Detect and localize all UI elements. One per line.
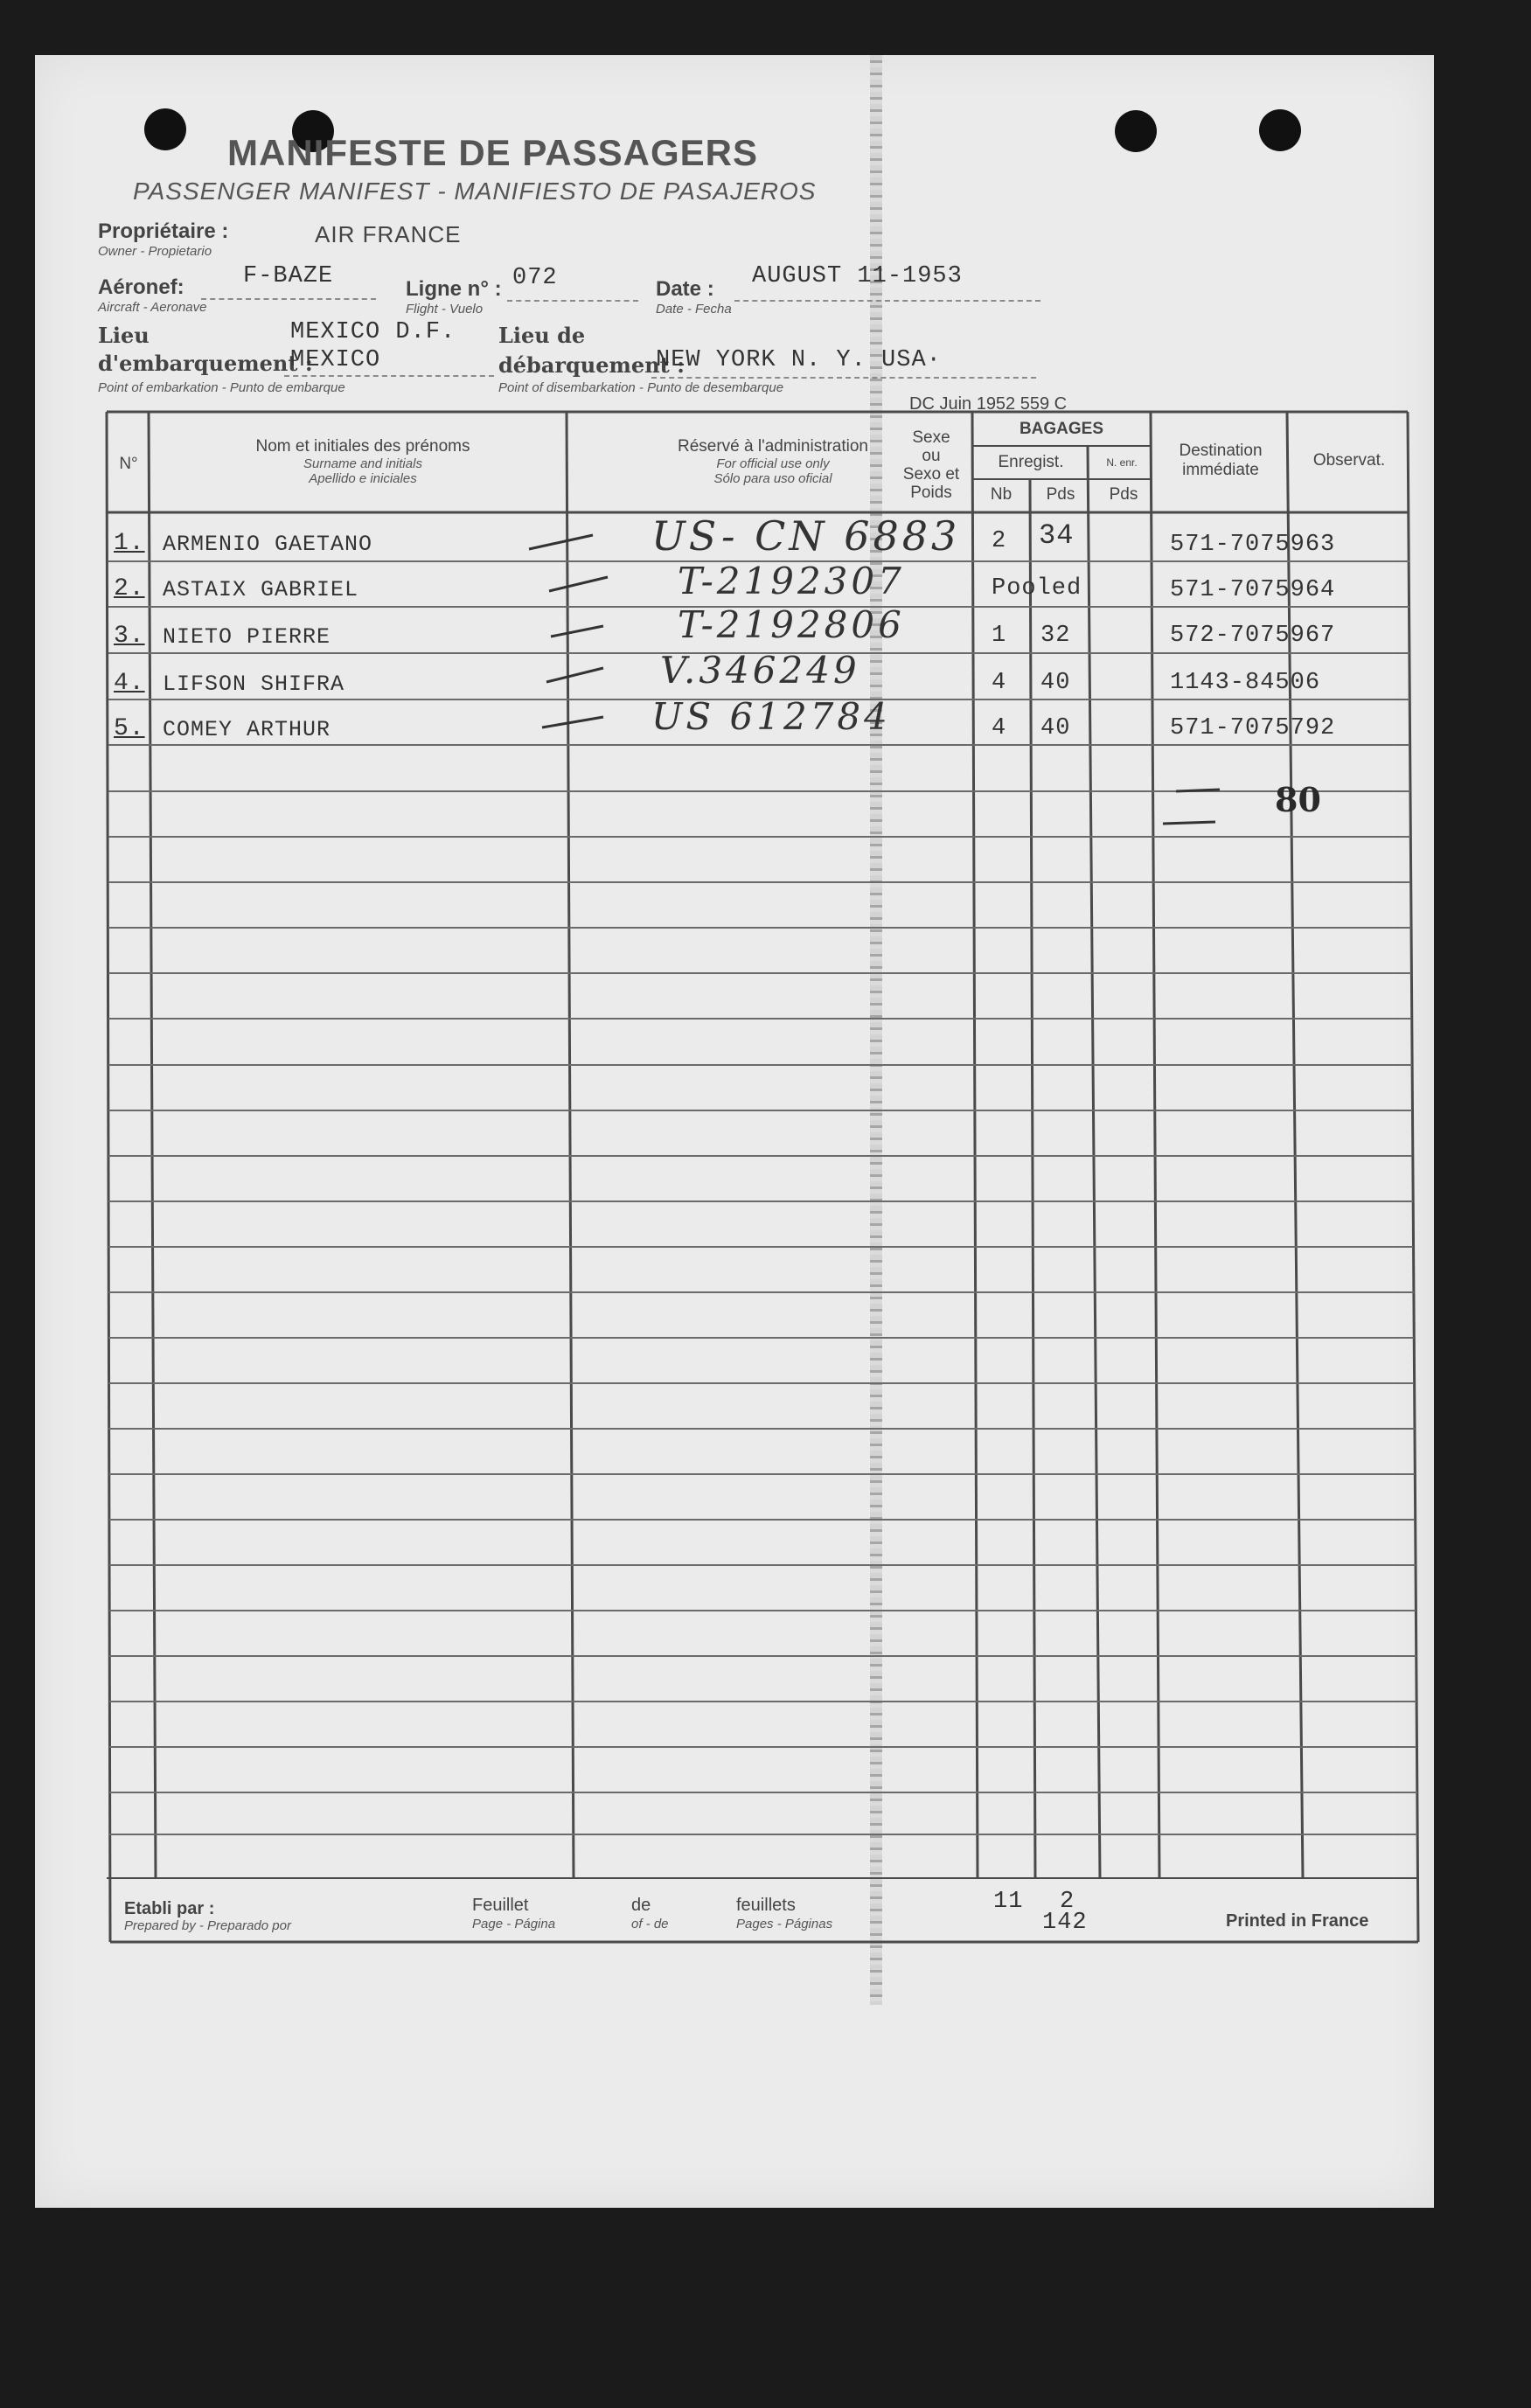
observation-total: 80	[1275, 780, 1321, 819]
footer-page: Page - Página	[472, 1917, 556, 1931]
baggage-count: 4	[992, 715, 1007, 741]
form-subtitle: PASSENGER MANIFEST - MANIFIESTO DE PASAJEROS	[133, 177, 817, 205]
form-title: MANIFESTE DE PASSAGERS	[227, 132, 758, 173]
col-header-enregist: Enregist.	[998, 453, 1064, 471]
disembark-value: NEW YORK N. Y. USA·	[656, 347, 942, 373]
col-header-sex-line: Sexe	[912, 428, 950, 447]
col-header-destination-line: immédiate	[1182, 461, 1259, 479]
baggage-count: 4	[992, 670, 1007, 696]
col-header-nb: Nb	[990, 485, 1013, 504]
col-header-non-enregist: N. enr.	[1106, 456, 1138, 469]
col-header-pds: Pds	[1046, 485, 1075, 504]
col-header-destination	[1154, 442, 1287, 480]
col-header-sex-line: Sexo et	[902, 465, 960, 484]
flight-value: 072	[512, 265, 558, 291]
footer-of: of - de	[631, 1917, 669, 1931]
col-header-sex-line: ou	[922, 447, 941, 465]
baggage-weight: 40	[1040, 715, 1071, 741]
disembark-label-line1: Lieu de	[498, 323, 586, 348]
footer-prepared-sub: Prepared by - Preparado por	[124, 1918, 291, 1933]
destination-code: 1143-84506	[1170, 670, 1321, 696]
footer-printed: Printed in France	[1226, 1911, 1369, 1931]
col-header-sex	[892, 428, 971, 502]
footer-prepared-label: Etabli par :	[124, 1899, 215, 1918]
flight-label: Ligne n° :	[406, 277, 502, 301]
row-number: 1.	[114, 530, 145, 557]
destination-code: 571-7075963	[1170, 532, 1336, 558]
owner-sub: Owner - Propietario	[98, 244, 212, 259]
destination-code: 571-7075964	[1170, 577, 1336, 603]
date-value: AUGUST 11-1953	[752, 263, 963, 289]
footer-stamp-number: 142	[1042, 1910, 1088, 1936]
embark-label-line1: Lieu	[98, 323, 150, 348]
col-header-name-en: Surname and initials	[303, 456, 422, 471]
passenger-name: ASTAIX GABRIEL	[163, 577, 359, 602]
col-header-number: N°	[119, 455, 138, 473]
baggage-count: Pooled	[992, 575, 1082, 602]
owner-value: AIR FRANCE	[315, 221, 462, 247]
col-header-name-es: Apellido e iniciales	[309, 471, 417, 486]
official-number: US- CN 6883	[651, 512, 961, 560]
embark-value-line1: MEXICO D.F.	[290, 319, 456, 345]
destination-code: 572-7075967	[1170, 623, 1336, 649]
baggage-weight: 40	[1040, 670, 1071, 696]
baggage-count: 1	[992, 623, 1007, 649]
col-header-sex-line: Poids	[910, 484, 952, 502]
official-number: T-2192307	[678, 560, 905, 602]
passenger-name: ARMENIO GAETANO	[163, 532, 373, 557]
col-header-pds-non-enregist: Pds	[1109, 485, 1138, 504]
embark-value-line2: MEXICO	[290, 347, 381, 373]
date-sub: Date - Fecha	[656, 302, 732, 317]
col-header-admin-fr: Réservé à l'administration	[678, 437, 868, 456]
col-header-name	[157, 437, 568, 486]
official-number: US 612784	[651, 695, 891, 738]
baggage-count: 2	[992, 528, 1007, 554]
aircraft-value: F-BAZE	[243, 263, 334, 289]
col-header-admin-es: Sólo para uso oficial	[713, 471, 832, 486]
col-header-bagages: BAGAGES	[1019, 420, 1104, 438]
footer-feuillet: Feuillet	[472, 1896, 529, 1915]
footer-de: de	[631, 1896, 651, 1915]
official-number: T-2192806	[678, 603, 905, 646]
baggage-weight: 34	[1039, 519, 1075, 552]
aircraft-sub: Aircraft - Aeronave	[98, 300, 207, 315]
destination-code: 571-7075792	[1170, 715, 1336, 741]
footer-pages: Pages - Páginas	[736, 1917, 833, 1931]
embark-sub: Point of embarkation - Punto de embarque	[98, 380, 345, 395]
embark-label-line2: d'embarquement :	[98, 351, 313, 376]
passenger-name: LIFSON SHIFRA	[163, 672, 345, 697]
official-number: V.346249	[660, 649, 860, 692]
col-header-destination-line: Destination	[1179, 442, 1263, 460]
passenger-name: NIETO PIERRE	[163, 624, 331, 650]
row-number: 4.	[114, 670, 145, 697]
row-number: 3.	[114, 623, 145, 650]
date-label: Date :	[656, 277, 714, 301]
row-number: 2.	[114, 575, 145, 602]
owner-label: Propriétaire :	[98, 219, 229, 243]
aircraft-label: Aéronef:	[98, 275, 184, 299]
flight-sub: Flight - Vuelo	[406, 302, 484, 317]
footer-page-number: 11	[993, 1889, 1024, 1915]
passenger-name: COMEY ARTHUR	[163, 717, 331, 742]
row-number: 5.	[114, 715, 145, 742]
footer-feuillets: feuillets	[736, 1896, 796, 1915]
col-header-observations: Observat.	[1312, 451, 1386, 470]
disembark-sub: Point of disembarkation - Punto de desembarque	[498, 380, 784, 395]
baggage-weight: 32	[1040, 623, 1071, 649]
disembark-label-line2: débarquement :	[498, 352, 685, 378]
col-header-name-fr: Nom et initiales des prénoms	[255, 437, 470, 456]
col-header-admin-en: For official use only	[716, 456, 830, 471]
footer-page-of: 2	[1060, 1889, 1075, 1915]
form-code: DC Juin 1952 559 C	[909, 394, 1068, 414]
